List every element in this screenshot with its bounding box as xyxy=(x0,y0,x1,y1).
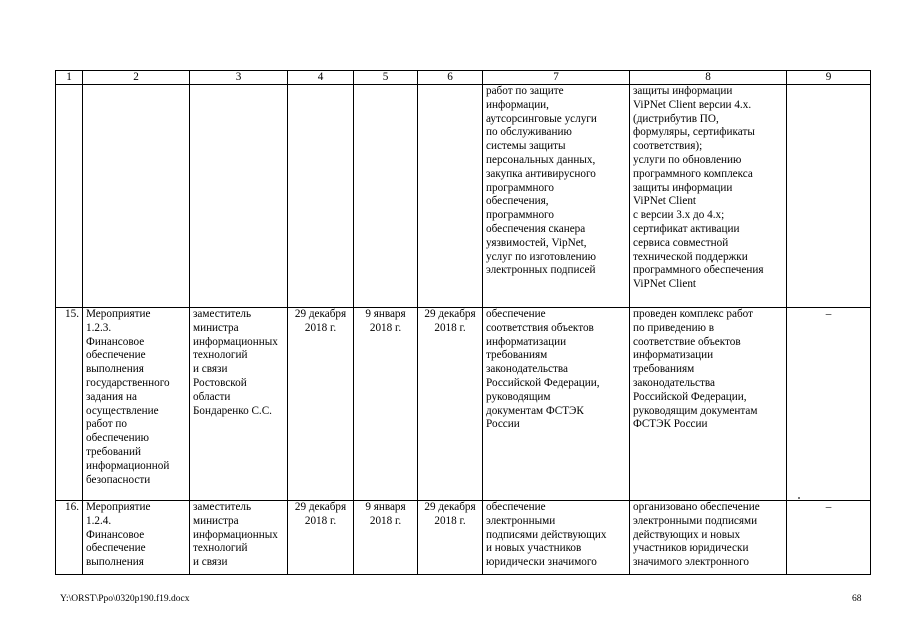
text-line: заместитель xyxy=(193,501,252,513)
text-line: информационных xyxy=(193,335,278,348)
text-line: сертификат активации xyxy=(633,222,740,235)
text-line: 9 января xyxy=(365,308,406,320)
text-line: системы защиты xyxy=(486,140,566,153)
text-line: осуществление xyxy=(86,404,159,417)
text-line: области xyxy=(193,390,231,403)
text-line: персональных данных, xyxy=(486,153,596,166)
responsible-cell xyxy=(190,501,288,575)
responsible-cell xyxy=(190,308,288,501)
date-cell xyxy=(288,501,354,575)
date-cell xyxy=(288,308,354,501)
result-cell xyxy=(630,308,787,501)
footer-file-path: Y:\ORST\Ppo\0320p190.f19.docx xyxy=(60,594,190,604)
text-line: значимого электронного xyxy=(633,556,750,569)
text-line: 2018 г. xyxy=(304,514,337,527)
text-line: 9 января xyxy=(365,501,406,513)
text-line: технологий xyxy=(193,542,248,555)
text-line: уязвимостей, VipNet, xyxy=(486,236,587,249)
text-line: обеспечение xyxy=(486,308,546,320)
column-number: 8 xyxy=(630,71,787,85)
text-line: информационных xyxy=(193,528,278,541)
row-number: 16. xyxy=(56,501,83,575)
column-number-row xyxy=(56,71,871,85)
event-cell xyxy=(83,308,190,501)
text-line: 2018 г. xyxy=(304,321,337,334)
text-line: министра xyxy=(193,514,239,527)
text-line: электронных подписей xyxy=(486,264,596,277)
text-line: электронными xyxy=(486,514,556,527)
column-number: 4 xyxy=(288,71,354,85)
text-line: обеспечение xyxy=(486,501,546,513)
text-line: формуляры, сертификаты xyxy=(633,126,755,139)
text-line: программного xyxy=(486,181,554,194)
text-line: защиты информации xyxy=(633,181,733,194)
date-cell xyxy=(354,308,418,501)
page-number: 68 xyxy=(852,594,862,604)
text-line: по приведению в xyxy=(633,321,715,334)
text-line: информатизации xyxy=(633,349,714,362)
text-line: (дистрибутив ПО, xyxy=(633,112,719,125)
result-cell xyxy=(630,501,787,575)
content-cell xyxy=(483,501,630,575)
table-row xyxy=(56,85,871,308)
column-number: 2 xyxy=(83,71,190,85)
text-line: закупка антивирусного xyxy=(486,167,596,180)
text-line: сервиса совместной xyxy=(633,236,729,249)
text-line: участников юридически xyxy=(633,542,749,555)
text-line: обеспечения, xyxy=(486,195,549,208)
text-line: электронными подписями xyxy=(633,514,758,527)
text-line: Мероприятие xyxy=(86,308,151,320)
text-line: заместитель xyxy=(193,308,252,320)
note-cell: – xyxy=(787,501,871,575)
text-line: программного обеспечения xyxy=(633,264,764,277)
plan-table xyxy=(55,70,871,575)
text-line: Российской Федерации, xyxy=(486,376,600,389)
date-cell xyxy=(418,501,483,575)
text-line: 29 декабря xyxy=(294,308,347,320)
event-cell xyxy=(83,85,190,308)
text-line: выполнения xyxy=(86,556,144,569)
text-line: обеспечение xyxy=(86,542,146,555)
text-line: работ по защите xyxy=(486,85,564,97)
text-line: 2018 г. xyxy=(369,514,402,527)
text-line: 1.2.4. xyxy=(86,514,112,527)
text-line: соответствия объектов xyxy=(486,321,594,334)
date-cell xyxy=(418,85,483,308)
scan-mark xyxy=(798,497,800,499)
text-line: документам ФСТЭК xyxy=(486,404,584,417)
text-line: 2018 г. xyxy=(434,514,466,527)
date-cell xyxy=(354,501,418,575)
text-line: технологий xyxy=(193,349,248,362)
text-line: руководящим документам xyxy=(633,404,758,417)
result-cell xyxy=(630,85,787,308)
text-line: услуги по обновлению xyxy=(633,153,742,166)
text-line: обеспечение xyxy=(86,349,146,362)
text-line: 1.2.3. xyxy=(86,321,112,334)
text-line: 29 декабря xyxy=(424,501,476,513)
text-line: и новых участников xyxy=(486,542,582,555)
text-line: ViPNet Client версии 4.х. xyxy=(633,98,752,111)
text-line: Мероприятие xyxy=(86,501,151,513)
text-line: требований xyxy=(86,445,141,458)
text-line: по обслуживанию xyxy=(486,126,572,139)
column-number: 6 xyxy=(418,71,483,85)
text-line: защиты информации xyxy=(633,85,733,97)
text-line: министра xyxy=(193,321,239,334)
event-cell xyxy=(83,501,190,575)
text-line: 2018 г. xyxy=(369,321,402,334)
text-line: ViPNet Client xyxy=(633,195,697,208)
responsible-cell xyxy=(190,85,288,308)
column-number: 7 xyxy=(483,71,630,85)
text-line: программного xyxy=(486,209,554,222)
text-line: государственного xyxy=(86,376,170,389)
text-line: действующих и новых xyxy=(633,528,741,541)
text-line: 2018 г. xyxy=(434,321,466,334)
text-line: Российской Федерации, xyxy=(633,390,747,403)
text-line: информации, xyxy=(486,98,549,111)
text-line: законодательства xyxy=(486,363,568,376)
text-line: работ по xyxy=(86,418,127,431)
text-line: информационной xyxy=(86,459,170,472)
text-line: России xyxy=(486,418,520,431)
text-line: руководящим xyxy=(486,390,551,403)
column-number: 9 xyxy=(787,71,871,85)
text-line: организовано обеспечение xyxy=(633,501,760,513)
text-line: с версии 3.х до 4.х; xyxy=(633,209,725,222)
text-line: программного комплекса xyxy=(633,167,753,180)
column-number: 1 xyxy=(56,71,83,85)
column-number: 3 xyxy=(190,71,288,85)
text-line: 29 декабря xyxy=(424,308,476,320)
text-line: законодательства xyxy=(633,376,715,389)
text-line: Ростовской xyxy=(193,376,247,389)
column-number: 5 xyxy=(354,71,418,85)
text-line: требованиям xyxy=(633,363,695,376)
text-line: 29 декабря xyxy=(294,501,347,513)
row-number: 15. xyxy=(56,308,83,501)
date-cell xyxy=(288,85,354,308)
text-line: проведен комплекс работ xyxy=(633,308,754,320)
text-line: задания на xyxy=(86,390,137,403)
text-line: выполнения xyxy=(86,363,144,376)
text-line: безопасности xyxy=(86,473,151,486)
row-number xyxy=(56,85,83,308)
text-line: обеспечению xyxy=(86,432,149,445)
text-line: Финансовое xyxy=(86,335,145,348)
date-cell xyxy=(418,308,483,501)
text-line: аутсорсинговые услуги xyxy=(486,112,597,125)
text-line: технической поддержки xyxy=(633,250,748,263)
text-line: информатизации xyxy=(486,335,567,348)
text-line: соответствия); xyxy=(633,140,703,153)
text-line: юридически значимого xyxy=(486,556,597,569)
table-row xyxy=(56,308,871,501)
text-line: ФСТЭК России xyxy=(633,418,708,431)
text-line: Финансовое xyxy=(86,528,145,541)
note-cell: – xyxy=(787,308,871,501)
text-line: ViPNet Client xyxy=(633,278,697,291)
text-line: и связи xyxy=(193,556,228,569)
text-line: Бондаренко С.С. xyxy=(193,404,272,417)
text-line: услуг по изготовлению xyxy=(486,250,597,263)
content-cell xyxy=(483,308,630,501)
text-line: соответствие объектов xyxy=(633,335,741,348)
text-line: подписями действующих xyxy=(486,528,607,541)
text-line: требованиям xyxy=(486,349,548,362)
text-line: и связи xyxy=(193,363,228,376)
text-line: обеспечения сканера xyxy=(486,222,586,235)
note-cell xyxy=(787,85,871,308)
date-cell xyxy=(354,85,418,308)
content-cell xyxy=(483,85,630,308)
table-row xyxy=(56,501,871,575)
